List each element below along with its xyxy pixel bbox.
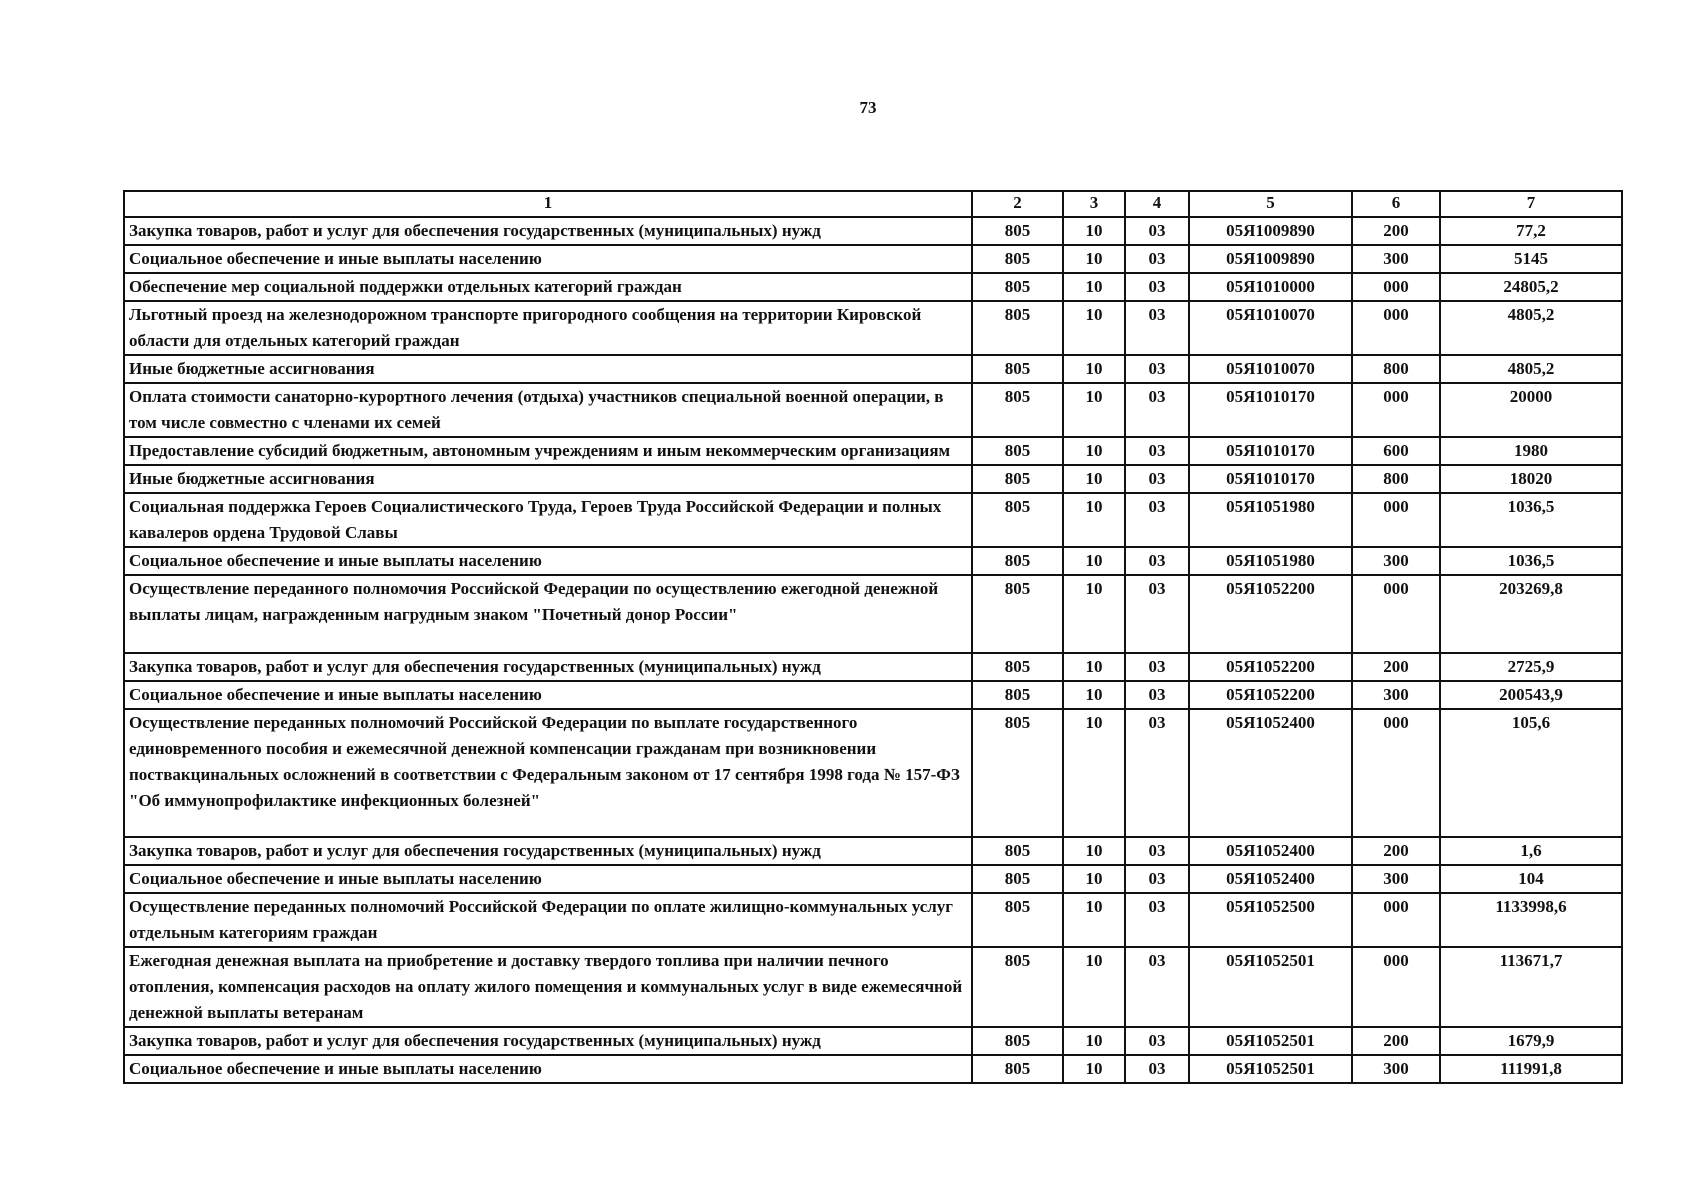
- table-row: [124, 465, 1622, 493]
- row-c3: 10: [1063, 437, 1125, 465]
- table-row: [124, 837, 1622, 865]
- row-c4: 03: [1125, 245, 1189, 273]
- row-c5: 05Я1010170: [1189, 465, 1352, 493]
- row-c3: 10: [1063, 1055, 1125, 1083]
- row-c7: 105,6: [1440, 709, 1622, 837]
- row-c2: 805: [972, 217, 1063, 245]
- row-c7: 2725,9: [1440, 653, 1622, 681]
- row-c5: 05Я1052400: [1189, 865, 1352, 893]
- row-c2: 805: [972, 865, 1063, 893]
- row-name: Социальная поддержка Героев Социалистического Труда, Героев Труда Российской Федерации и полных кавалеров ордена Трудовой Славы: [124, 493, 972, 547]
- row-c2: 805: [972, 465, 1063, 493]
- row-name: Закупка товаров, работ и услуг для обеспечения государственных (муниципальных) нужд: [124, 653, 972, 681]
- row-c2: 805: [972, 1027, 1063, 1055]
- row-c7: 4805,2: [1440, 355, 1622, 383]
- row-c6: 300: [1352, 547, 1440, 575]
- row-c2: 805: [972, 681, 1063, 709]
- row-name: Льготный проезд на железнодорожном транспорте пригородного сообщения на территории Кировской области для отдельных категорий граждан: [124, 301, 972, 355]
- table-row: [124, 301, 1622, 355]
- row-c7: 104: [1440, 865, 1622, 893]
- row-c5: 05Я1010170: [1189, 383, 1352, 437]
- row-c5: 05Я1052200: [1189, 681, 1352, 709]
- row-name: Осуществление переданного полномочия Российской Федерации по осуществлению ежегодной денежной выплаты лицам, награжденным нагрудным знаком "Почетный донор России": [124, 575, 972, 653]
- row-c5: 05Я1051980: [1189, 493, 1352, 547]
- row-name: Предоставление субсидий бюджетным, автономным учреждениям и иным некоммерческим организациям: [124, 437, 972, 465]
- row-c7: 1133998,6: [1440, 893, 1622, 947]
- row-c4: 03: [1125, 865, 1189, 893]
- row-c7: 5145: [1440, 245, 1622, 273]
- column-header-3: 3: [1063, 191, 1125, 217]
- row-c6: 000: [1352, 301, 1440, 355]
- row-c5: 05Я1052400: [1189, 837, 1352, 865]
- table-row: [124, 681, 1622, 709]
- row-c6: 300: [1352, 245, 1440, 273]
- table-row: [124, 1055, 1622, 1083]
- row-c2: 805: [972, 245, 1063, 273]
- row-c2: 805: [972, 653, 1063, 681]
- row-c4: 03: [1125, 355, 1189, 383]
- row-c3: 10: [1063, 273, 1125, 301]
- row-c3: 10: [1063, 301, 1125, 355]
- row-c4: 03: [1125, 301, 1189, 355]
- row-c2: 805: [972, 893, 1063, 947]
- row-c5: 05Я1052500: [1189, 893, 1352, 947]
- row-c5: 05Я1010070: [1189, 355, 1352, 383]
- row-name: Осуществление переданных полномочий Российской Федерации по оплате жилищно-коммунальных услуг отдельным категориям граждан: [124, 893, 972, 947]
- row-c6: 000: [1352, 893, 1440, 947]
- row-c6: 800: [1352, 465, 1440, 493]
- table-body: [124, 217, 1622, 1083]
- table-row: [124, 865, 1622, 893]
- row-c6: 200: [1352, 1027, 1440, 1055]
- row-c4: 03: [1125, 437, 1189, 465]
- row-c6: 000: [1352, 709, 1440, 837]
- row-c3: 10: [1063, 355, 1125, 383]
- row-c4: 03: [1125, 1027, 1189, 1055]
- row-c6: 200: [1352, 217, 1440, 245]
- row-c4: 03: [1125, 217, 1189, 245]
- row-c3: 10: [1063, 575, 1125, 653]
- table-row: [124, 1027, 1622, 1055]
- budget-table: [123, 190, 1623, 1084]
- column-header-6: 6: [1352, 191, 1440, 217]
- row-name: Закупка товаров, работ и услуг для обеспечения государственных (муниципальных) нужд: [124, 217, 972, 245]
- row-c5: 05Я1052501: [1189, 1055, 1352, 1083]
- page-number: 73: [859, 98, 877, 117]
- row-c5: 05Я1052200: [1189, 653, 1352, 681]
- row-c5: 05Я1052200: [1189, 575, 1352, 653]
- row-c6: 200: [1352, 837, 1440, 865]
- row-name: Закупка товаров, работ и услуг для обеспечения государственных (муниципальных) нужд: [124, 837, 972, 865]
- table-row: [124, 383, 1622, 437]
- column-header-2: 2: [972, 191, 1063, 217]
- row-c5: 05Я1010170: [1189, 437, 1352, 465]
- row-c4: 03: [1125, 1055, 1189, 1083]
- row-c2: 805: [972, 437, 1063, 465]
- row-c3: 10: [1063, 493, 1125, 547]
- row-c3: 10: [1063, 947, 1125, 1027]
- row-c2: 805: [972, 355, 1063, 383]
- row-c6: 000: [1352, 493, 1440, 547]
- row-name: Закупка товаров, работ и услуг для обеспечения государственных (муниципальных) нужд: [124, 1027, 972, 1055]
- row-c3: 10: [1063, 1027, 1125, 1055]
- table-row: [124, 245, 1622, 273]
- row-name: Ежегодная денежная выплата на приобретение и доставку твердого топлива при наличии печного отопления, компенсация расходов на оплату жилого помещения и коммунальных услуг в виде ежемесячной денежной выплаты ветеранам: [124, 947, 972, 1027]
- row-c2: 805: [972, 383, 1063, 437]
- table-row: [124, 575, 1622, 653]
- row-c4: 03: [1125, 383, 1189, 437]
- row-name: Иные бюджетные ассигнования: [124, 355, 972, 383]
- row-c6: 000: [1352, 383, 1440, 437]
- row-name: Иные бюджетные ассигнования: [124, 465, 972, 493]
- row-c2: 805: [972, 837, 1063, 865]
- row-c3: 10: [1063, 217, 1125, 245]
- row-c4: 03: [1125, 465, 1189, 493]
- row-c2: 805: [972, 1055, 1063, 1083]
- row-c2: 805: [972, 709, 1063, 837]
- row-c4: 03: [1125, 947, 1189, 1027]
- row-c7: 1980: [1440, 437, 1622, 465]
- row-name: Социальное обеспечение и иные выплаты населению: [124, 681, 972, 709]
- row-c5: 05Я1010000: [1189, 273, 1352, 301]
- row-c7: 20000: [1440, 383, 1622, 437]
- table-row: [124, 947, 1622, 1027]
- row-c6: 000: [1352, 273, 1440, 301]
- row-c5: 05Я1051980: [1189, 547, 1352, 575]
- row-c7: 1036,5: [1440, 493, 1622, 547]
- table-row: [124, 653, 1622, 681]
- row-c7: 1,6: [1440, 837, 1622, 865]
- table-row: [124, 493, 1622, 547]
- row-c3: 10: [1063, 865, 1125, 893]
- row-c6: 800: [1352, 355, 1440, 383]
- row-c4: 03: [1125, 893, 1189, 947]
- row-c3: 10: [1063, 709, 1125, 837]
- row-c3: 10: [1063, 681, 1125, 709]
- table-row: [124, 547, 1622, 575]
- table-row: [124, 217, 1622, 245]
- row-c5: 05Я1009890: [1189, 217, 1352, 245]
- row-c3: 10: [1063, 653, 1125, 681]
- row-c6: 000: [1352, 575, 1440, 653]
- row-c7: 24805,2: [1440, 273, 1622, 301]
- row-c6: 300: [1352, 681, 1440, 709]
- row-c6: 000: [1352, 947, 1440, 1027]
- row-c4: 03: [1125, 575, 1189, 653]
- row-c7: 4805,2: [1440, 301, 1622, 355]
- column-header-5: 5: [1189, 191, 1352, 217]
- table-row: [124, 709, 1622, 837]
- row-name: Осуществление переданных полномочий Российской Федерации по выплате государственного единовременного пособия и ежемесячной денежной компенсации гражданам при возникновении поствакцинальных осложнений в соответствии с Федеральным законом от 17 сентября 1998 года № 157-ФЗ "Об иммунопрофилактике инфекционных болезней": [124, 709, 972, 837]
- row-name: Социальное обеспечение и иные выплаты населению: [124, 865, 972, 893]
- row-c2: 805: [972, 301, 1063, 355]
- row-c4: 03: [1125, 653, 1189, 681]
- column-header-7: 7: [1440, 191, 1622, 217]
- row-name: Социальное обеспечение и иные выплаты населению: [124, 1055, 972, 1083]
- row-c7: 1036,5: [1440, 547, 1622, 575]
- column-header-1: 1: [124, 191, 972, 217]
- row-c6: 600: [1352, 437, 1440, 465]
- row-c2: 805: [972, 947, 1063, 1027]
- row-c5: 05Я1052501: [1189, 1027, 1352, 1055]
- row-c5: 05Я1052501: [1189, 947, 1352, 1027]
- row-c2: 805: [972, 493, 1063, 547]
- row-c6: 300: [1352, 1055, 1440, 1083]
- table-header-row: [124, 191, 1622, 217]
- row-c7: 200543,9: [1440, 681, 1622, 709]
- table-row: [124, 273, 1622, 301]
- row-c4: 03: [1125, 709, 1189, 837]
- row-c3: 10: [1063, 383, 1125, 437]
- row-c6: 300: [1352, 865, 1440, 893]
- row-c5: 05Я1052400: [1189, 709, 1352, 837]
- row-name: Обеспечение мер социальной поддержки отдельных категорий граждан: [124, 273, 972, 301]
- row-c4: 03: [1125, 547, 1189, 575]
- row-c7: 18020: [1440, 465, 1622, 493]
- column-header-4: 4: [1125, 191, 1189, 217]
- row-c4: 03: [1125, 837, 1189, 865]
- row-c7: 203269,8: [1440, 575, 1622, 653]
- row-c3: 10: [1063, 547, 1125, 575]
- table-row: [124, 893, 1622, 947]
- row-c3: 10: [1063, 245, 1125, 273]
- row-name: Социальное обеспечение и иные выплаты населению: [124, 245, 972, 273]
- row-c2: 805: [972, 575, 1063, 653]
- row-c5: 05Я1009890: [1189, 245, 1352, 273]
- row-c4: 03: [1125, 681, 1189, 709]
- row-c7: 77,2: [1440, 217, 1622, 245]
- table-row: [124, 355, 1622, 383]
- row-c3: 10: [1063, 893, 1125, 947]
- row-name: Оплата стоимости санаторно-курортного лечения (отдыха) участников специальной военной операции, в том числе совместно с членами их семей: [124, 383, 972, 437]
- row-c7: 113671,7: [1440, 947, 1622, 1027]
- row-name: Социальное обеспечение и иные выплаты населению: [124, 547, 972, 575]
- row-c6: 200: [1352, 653, 1440, 681]
- row-c7: 111991,8: [1440, 1055, 1622, 1083]
- row-c4: 03: [1125, 493, 1189, 547]
- row-c3: 10: [1063, 465, 1125, 493]
- row-c7: 1679,9: [1440, 1027, 1622, 1055]
- row-c4: 03: [1125, 273, 1189, 301]
- row-c5: 05Я1010070: [1189, 301, 1352, 355]
- table-row: [124, 437, 1622, 465]
- row-c3: 10: [1063, 837, 1125, 865]
- row-c2: 805: [972, 547, 1063, 575]
- row-c2: 805: [972, 273, 1063, 301]
